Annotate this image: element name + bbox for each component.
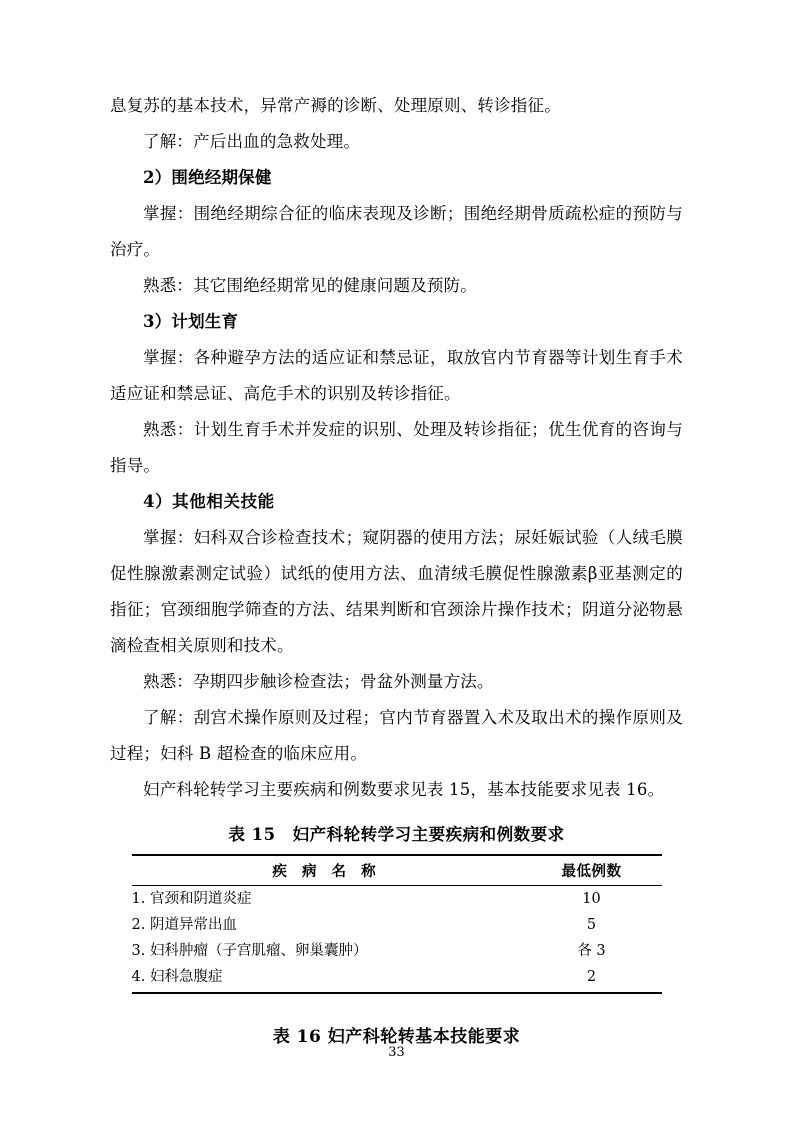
table-row <box>132 964 662 993</box>
body-paragraph: 了解：产后出血的急救处理。 <box>143 132 361 151</box>
table-15-title: 表 15 妇产科轮转学习主要疾病和例数要求 <box>228 825 565 844</box>
cell-min-count: 10 <box>582 891 601 907</box>
cell-min-count: 各 3 <box>577 943 606 959</box>
table-16-title: 表 16 妇产科轮转基本技能要求 <box>272 1027 521 1047</box>
table-header-row <box>132 855 662 886</box>
section-heading: 3）计划生育 <box>143 312 239 331</box>
body-paragraph: 掌握：妇科双合诊检查技术；窥阴器的使用方法；尿妊娠试验（人绒毛膜促性腺激素测定试验）试纸的使用方法、血清绒毛膜促性腺激素β亚基测定的指征；官颈细胞学筛查的方法、结果判断和官颈涂片操作技术；阴道分泌物悬滴检查相关原则和技术。 <box>110 528 683 655</box>
cell-min-count: 2 <box>522 964 662 993</box>
column-header-count: 最低例数 <box>522 855 662 886</box>
cell-disease-name: 4. 妇科急腹症 <box>132 964 522 993</box>
body-paragraph: 息复苏的基本技术，异常产褥的诊断、处理原则、转诊指征。 <box>110 96 561 115</box>
body-paragraph: 熟悉：其它围绝经期常见的健康问题及预防。 <box>143 276 477 295</box>
cell-min-count: 5 <box>586 917 597 933</box>
column-header-disease: 疾 病 名 称 <box>132 855 522 886</box>
table-15 <box>132 854 662 994</box>
cell-disease-name: 2. 阴道异常出血 <box>131 917 237 933</box>
cell-disease-name: 1. 官颈和阴道炎症 <box>131 891 252 907</box>
body-paragraph: 掌握：各种避孕方法的适应证和禁忌证，取放官内节育器等计划生育手术适应证和禁忌证、高危手术的识别及转诊指征。 <box>110 348 683 403</box>
cell-disease-name: 3. 妇科肿瘤（子宫肌瘤、卵巢囊肿） <box>131 943 368 959</box>
body-paragraph: 妇产科轮转学习主要疾病和例数要求见表 15，基本技能要求见表 16。 <box>143 780 665 799</box>
body-paragraph: 掌握：围绝经期综合征的临床表现及诊断；围绝经期骨质疏松症的预防与治疗。 <box>110 204 683 259</box>
table-row <box>132 938 662 964</box>
table-row <box>132 912 662 938</box>
page-number: 33 <box>388 1045 405 1060</box>
table-row <box>132 886 662 913</box>
body-paragraph: 熟悉：计划生育手术并发症的识别、处理及转诊指征；优生优育的咨询与指导。 <box>110 420 683 475</box>
section-heading: 4）其他相关技能 <box>143 492 275 511</box>
section-heading: 2）围绝经期保健 <box>143 168 272 187</box>
body-paragraph: 熟悉：孕期四步触诊检查法；骨盆外测量方法。 <box>143 672 494 691</box>
body-paragraph: 了解：刮宫术操作原则及过程；官内节育器置入术及取出术的操作原则及过程；妇科 B 超检查的临床应用。 <box>110 708 683 763</box>
